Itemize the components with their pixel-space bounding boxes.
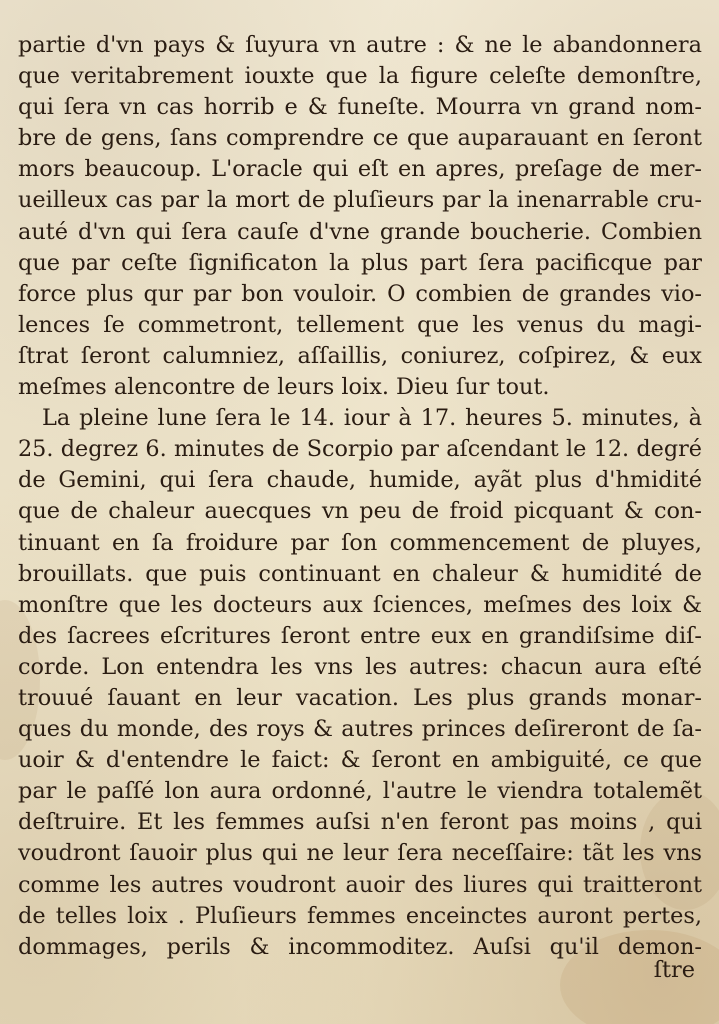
text-line: que par ceſte ſignificaton la plus part ſera pacificque par xyxy=(18,249,702,276)
text-line: des ſacrees eſcritures ſeront entre eux en grandiſsime diſ- xyxy=(18,622,702,649)
text-line: que veritabrement iouxte que la figure celeſte demonſtre, xyxy=(18,63,702,90)
text-line: ueilleux cas par la mort de pluſieurs par la inenarrable cru- xyxy=(18,187,702,214)
text-line: de telles loix . Pluſieurs femmes enceinctes auront pertes, xyxy=(18,902,702,929)
text-line: corde. Lon entendra les vns les autres: chacun aura eſté xyxy=(18,653,702,680)
text-line: force plus qur par bon vouloir. O combien de grandes vio- xyxy=(18,280,702,307)
text-line: lences ſe commetront, tellement que les venus du magi- xyxy=(18,311,702,338)
paragraph-end-line: meſmes alencontre de leurs loix. Dieu ſur tout. xyxy=(18,374,550,401)
text-line: auté d'vn qui ſera cauſe d'vne grande boucherie. Combien xyxy=(18,218,702,245)
text-line: que de chaleur auecques vn peu de froid picquant & con- xyxy=(18,498,702,525)
text-line: ſtrat ſeront calumniez, aſſaillis, coniurez, coſpirez, & eux xyxy=(18,342,702,369)
text-line: uoir & d'entendre le faict: & ſeront en ambiguité, ce que xyxy=(18,747,702,774)
text-line: par le paſſé lon aura ordonné, l'autre le viendra totalemẽt xyxy=(18,778,702,805)
text-line: qui ſera vn cas horrib e & funeſte. Mourra vn grand nom- xyxy=(18,94,702,121)
text-line: comme les autres voudront auoir des liures qui traitteront xyxy=(18,871,702,898)
text-line: de Gemini, qui ſera chaude, humide, ayãt plus d'hmidité xyxy=(18,467,702,494)
text-line: trouué ſauant en leur vacation. Les plus grands monar- xyxy=(18,684,702,711)
body-text xyxy=(18,30,702,963)
text-line: tinuant en ſa froidure par ſon commencement de pluyes, xyxy=(18,529,702,556)
text-line: deſtruire. Et les femmes auſsi n'en feront pas moins , qui xyxy=(18,809,702,836)
paragraph-start-line: La pleine lune ſera le 14. iour à 17. heures 5. minutes, à xyxy=(42,405,702,432)
catchword: ſtre xyxy=(653,957,695,983)
text-line: mors beaucoup. L'oracle qui eſt en apres, preſage de mer- xyxy=(18,156,702,183)
text-line: voudront ſauoir plus qui ne leur ſera neceſſaire: tãt les vns xyxy=(18,840,702,867)
text-line: monſtre que les docteurs aux ſciences, meſmes des loix & xyxy=(18,591,702,618)
text-line: brouillats. que puis continuant en chaleur & humidité de xyxy=(18,560,702,587)
text-line: 25. degrez 6. minutes de Scorpio par aſcendant le 12. degré xyxy=(18,436,702,463)
text-line: ques du monde, des roys & autres princes deſireront de ſa- xyxy=(18,716,702,743)
text-line: partie d'vn pays & ſuyura vn autre : & ne le abandonnera xyxy=(18,32,702,58)
text-line: bre de gens, ſans comprendre ce que auparauant en ſeront xyxy=(18,125,702,152)
text-line: dommages, perils & incommoditez. Auſsi qu'il demon- xyxy=(18,933,702,960)
